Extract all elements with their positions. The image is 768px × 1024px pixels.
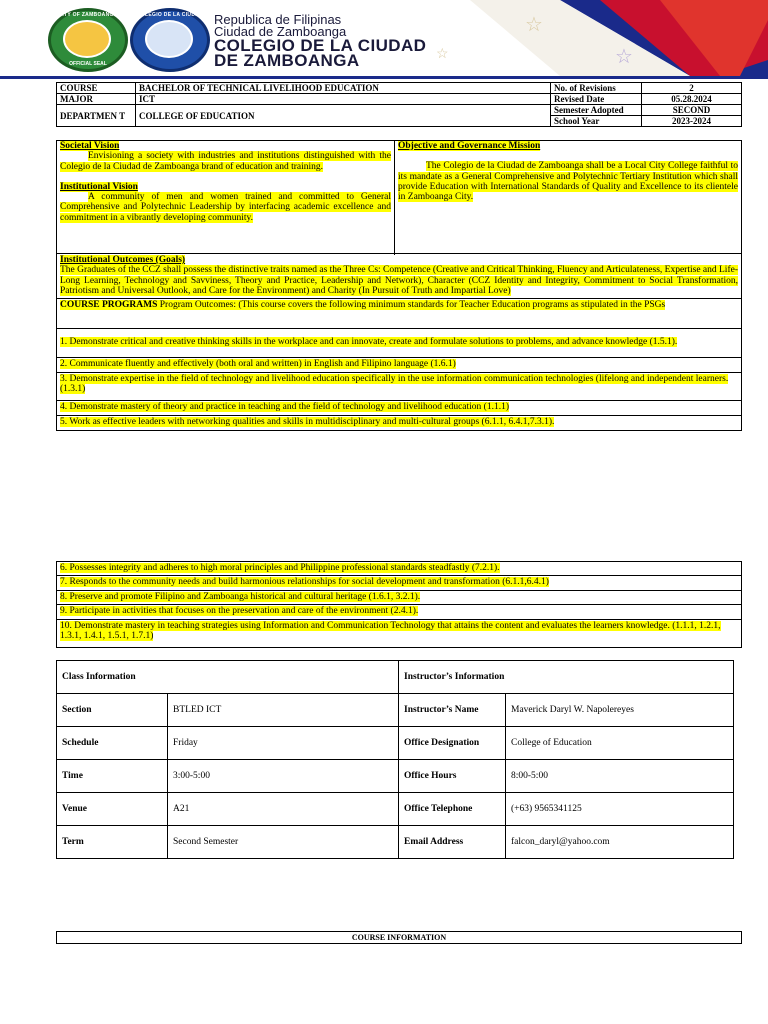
- semester-value: SECOND: [642, 105, 742, 116]
- time-label: Time: [57, 760, 168, 793]
- city-seal-logo: CITY OF ZAMBOANGA OFFICIAL SEAL: [48, 8, 128, 72]
- program-outcome-item: 4. Demonstrate mastery of theory and practice in teaching and the field of technology and livelihood education (1.1.1): [56, 400, 742, 416]
- instructor-information-header: Instructor’s Information: [399, 661, 734, 694]
- vision-mission-section: [56, 140, 742, 254]
- email-address-label: Email Address: [399, 826, 506, 859]
- revised-date-value: 05.28.2024: [642, 94, 742, 105]
- star-icon: ☆: [525, 14, 543, 36]
- star-icon: ☆: [436, 47, 449, 62]
- course-value: BACHELOR OF TECHNICAL LIVELIHOOD EDUCATION: [136, 83, 551, 94]
- mission-column: [395, 141, 741, 255]
- course-header-table: [56, 82, 742, 127]
- office-hours-label: Office Hours: [399, 760, 506, 793]
- program-outcome-item: 8. Preserve and promote Filipino and Zamboanga historical and cultural heritage (1.6.1, 3.2.1).: [56, 590, 742, 605]
- instructor-name-label: Instructor’s Name: [399, 694, 506, 727]
- major-label: MAJOR: [57, 94, 136, 105]
- program-outcome-item: 6. Possesses integrity and adheres to high moral principles and Philippine professional standards steadfastly (7.2.1).: [56, 561, 742, 576]
- office-designation-label: Office Designation: [399, 727, 506, 760]
- course-information-heading: COURSE INFORMATION: [56, 931, 742, 944]
- school-year-value: 2023-2024: [642, 116, 742, 127]
- institutional-outcomes-text: The Graduates of the CCZ shall possess the distinctive traits named as the Three Cs: Competence (Creative and Critical Thinking, Fluency and Articulateness, Expertise and Life-Long Learning, Technology and Savviness, Theory and Practice, Leadership and Network), Character (CCZ Identity and Integrity, Commitment to Social Transformation, Patriotism and Universal Outlook, and Care for the Environment) and Charity (In Pursuit of Truth and Impartial Love): [60, 265, 738, 296]
- program-outcome-item: 2. Communicate fluently and effectively (both oral and written) in English and Filipino language (1.6.1): [56, 357, 742, 373]
- office-hours-value: 8:00-5:00: [506, 760, 734, 793]
- program-outcome-item: 5. Work as effective leaders with networking qualities and skills in multidisciplinary and multi-cultural groups (6.1.1, 6.4.1,7.3.1).: [56, 415, 742, 431]
- venue-value: A21: [168, 793, 399, 826]
- college-name-line1: COLEGIO DE LA CIUDAD: [214, 36, 427, 55]
- revisions-label: No. of Revisions: [551, 83, 642, 94]
- college-seal-logo: COLEGIO DE LA CIUDAD: [130, 8, 210, 72]
- mission-text: The Colegio de la Ciudad de Zamboanga shall be a Local City College faithful to its mandate as a General Comprehensive and Polytechnic Tertiary Institution which shall provide Education with International Standards of Quality and Excellence to its clientele in Zamboanga City.: [398, 161, 738, 203]
- program-outcome-item: 7. Responds to the community needs and build harmonious relationships for social development and transformation (6.1.1,6.4.1): [56, 575, 742, 591]
- email-address-value: falcon_daryl@yahoo.com: [506, 826, 734, 859]
- mission-title: Objective and Governance Mission: [398, 141, 541, 151]
- revised-date-label: Revised Date: [551, 94, 642, 105]
- school-year-label: School Year: [551, 116, 642, 127]
- city-line: Ciudad de Zamboanga: [214, 24, 347, 39]
- section-value: BTLED ICT: [168, 694, 399, 727]
- office-telephone-value: (+63) 9565341125: [506, 793, 734, 826]
- department-label: DEPARTMEN T: [57, 105, 136, 127]
- course-programs-title: COURSE PROGRAMS: [60, 300, 158, 310]
- department-value: COLLEGE OF EDUCATION: [136, 105, 551, 127]
- institutional-vision-text: A community of men and women trained and committed to General Comprehensive and Polytechnic Leadership by interfacing academic excellence and commitment in a vibrantly developing community.: [60, 192, 391, 223]
- societal-vision-text: Envisioning a society with industries and institutions distinguished with the Colegio de la Ciudad de Zamboanga brand of education and training.: [60, 151, 391, 172]
- vision-column: [57, 141, 395, 255]
- revisions-value: 2: [642, 83, 742, 94]
- institutional-vision-title: Institutional Vision: [60, 181, 138, 192]
- time-value: 3:00-5:00: [168, 760, 399, 793]
- term-label: Term: [57, 826, 168, 859]
- venue-label: Venue: [57, 793, 168, 826]
- office-telephone-label: Office Telephone: [399, 793, 506, 826]
- institutional-outcomes: [56, 253, 742, 299]
- major-value: ICT: [136, 94, 551, 105]
- section-label: Section: [57, 694, 168, 727]
- semester-label: Semester Adopted: [551, 105, 642, 116]
- societal-vision-title: Societal Vision: [60, 141, 120, 151]
- republic-line: Republica de Filipinas: [214, 12, 342, 27]
- institutional-outcomes-title: Institutional Outcomes (Goals): [60, 255, 186, 265]
- schedule-value: Friday: [168, 727, 399, 760]
- office-designation-value: College of Education: [506, 727, 734, 760]
- program-outcome-item: 9. Participate in activities that focuses on the preservation and care of the environment (2.4.1).: [56, 604, 742, 620]
- schedule-label: Schedule: [57, 727, 168, 760]
- course-programs: [56, 298, 742, 329]
- program-outcome-item: 3. Demonstrate expertise in the field of technology and livelihood education specifically in the use information communication technologies (lifelong and independent learners. (1.3.1): [56, 372, 742, 401]
- instructor-name-value: Maverick Daryl W. Napolereyes: [506, 694, 734, 727]
- header-banner: [0, 0, 768, 79]
- college-name-line2: DE ZAMBOANGA: [214, 51, 360, 70]
- program-outcome-item: 10. Demonstrate mastery in teaching strategies using Information and Communication Technology that attains the content and evaluates the learners knowledge. (1.1.1, 1.2.1, 1.3.1, 1.4.1, 1.5.1, 1.7.1): [56, 619, 742, 648]
- class-information-table: [56, 660, 734, 859]
- college-name-block: [214, 14, 426, 68]
- class-information-header: Class Information: [57, 661, 399, 694]
- term-value: Second Semester: [168, 826, 399, 859]
- program-outcome-item: 1. Demonstrate critical and creative thinking skills in the workplace and can innovate, create and formulate solutions to problems, and advance knowledge (1.5.1).: [56, 328, 742, 358]
- course-programs-text: Program Outcomes: (This course covers the following minimum standards for Teacher Education programs as stipulated in the PSGs: [157, 300, 666, 310]
- star-icon: ☆: [615, 46, 633, 68]
- course-label: COURSE: [57, 83, 136, 94]
